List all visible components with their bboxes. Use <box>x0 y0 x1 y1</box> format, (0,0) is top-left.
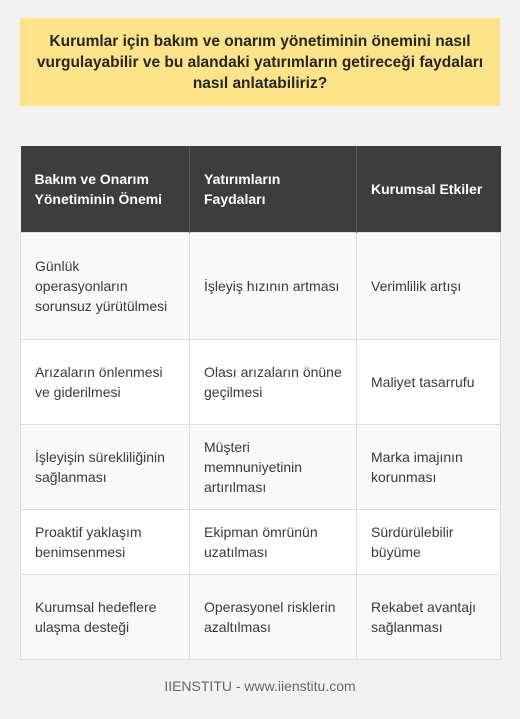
column-header: Yatırımların Faydaları <box>190 146 357 233</box>
page-title: Kurumlar için bakım ve onarım yönetiminin önemini nasıl vurgulayabilir ve bu alandaki yatırımların getireceği faydaları nasıl anlatabiliriz? <box>36 32 484 92</box>
comparison-table <box>20 146 501 660</box>
footer-credit: IIENSTITU - www.iienstitu.com <box>164 678 356 694</box>
table-row <box>21 575 501 660</box>
column-header: Kurumsal Etkiler <box>357 146 501 233</box>
table-row <box>21 425 501 510</box>
table-cell: Günlük operasyonların sorunsuz yürütülmesi <box>21 233 190 340</box>
table-cell: Olası arızaların önüne geçilmesi <box>190 340 357 425</box>
table-row <box>21 510 501 575</box>
table-row <box>21 340 501 425</box>
table-cell: Kurumsal hedeflere ulaşma desteği <box>21 575 190 660</box>
table-cell: Ekipman ömrünün uzatılması <box>190 510 357 575</box>
table-header-row <box>21 146 501 233</box>
table-cell: Verimlilik artışı <box>357 233 501 340</box>
column-header: Bakım ve Onarım Yönetiminin Önemi <box>21 146 190 233</box>
table-cell: Marka imajının korunması <box>357 425 501 510</box>
table-row <box>21 233 501 340</box>
table-cell: İşleyiş hızının artması <box>190 233 357 340</box>
table-cell: Arızaların önlenmesi ve giderilmesi <box>21 340 190 425</box>
table-cell: Müşteri memnuniyetinin artırılması <box>190 425 357 510</box>
table-cell: Operasyonel risklerin azaltılması <box>190 575 357 660</box>
table-cell: İşleyişin sürekliliğinin sağlanması <box>21 425 190 510</box>
table-cell: Rekabet avantajı sağlanması <box>357 575 501 660</box>
table-cell: Sürdürülebilir büyüme <box>357 510 501 575</box>
table-cell: Proaktif yaklaşım benimsenmesi <box>21 510 190 575</box>
title-banner <box>20 18 500 106</box>
table-cell: Maliyet tasarrufu <box>357 340 501 425</box>
